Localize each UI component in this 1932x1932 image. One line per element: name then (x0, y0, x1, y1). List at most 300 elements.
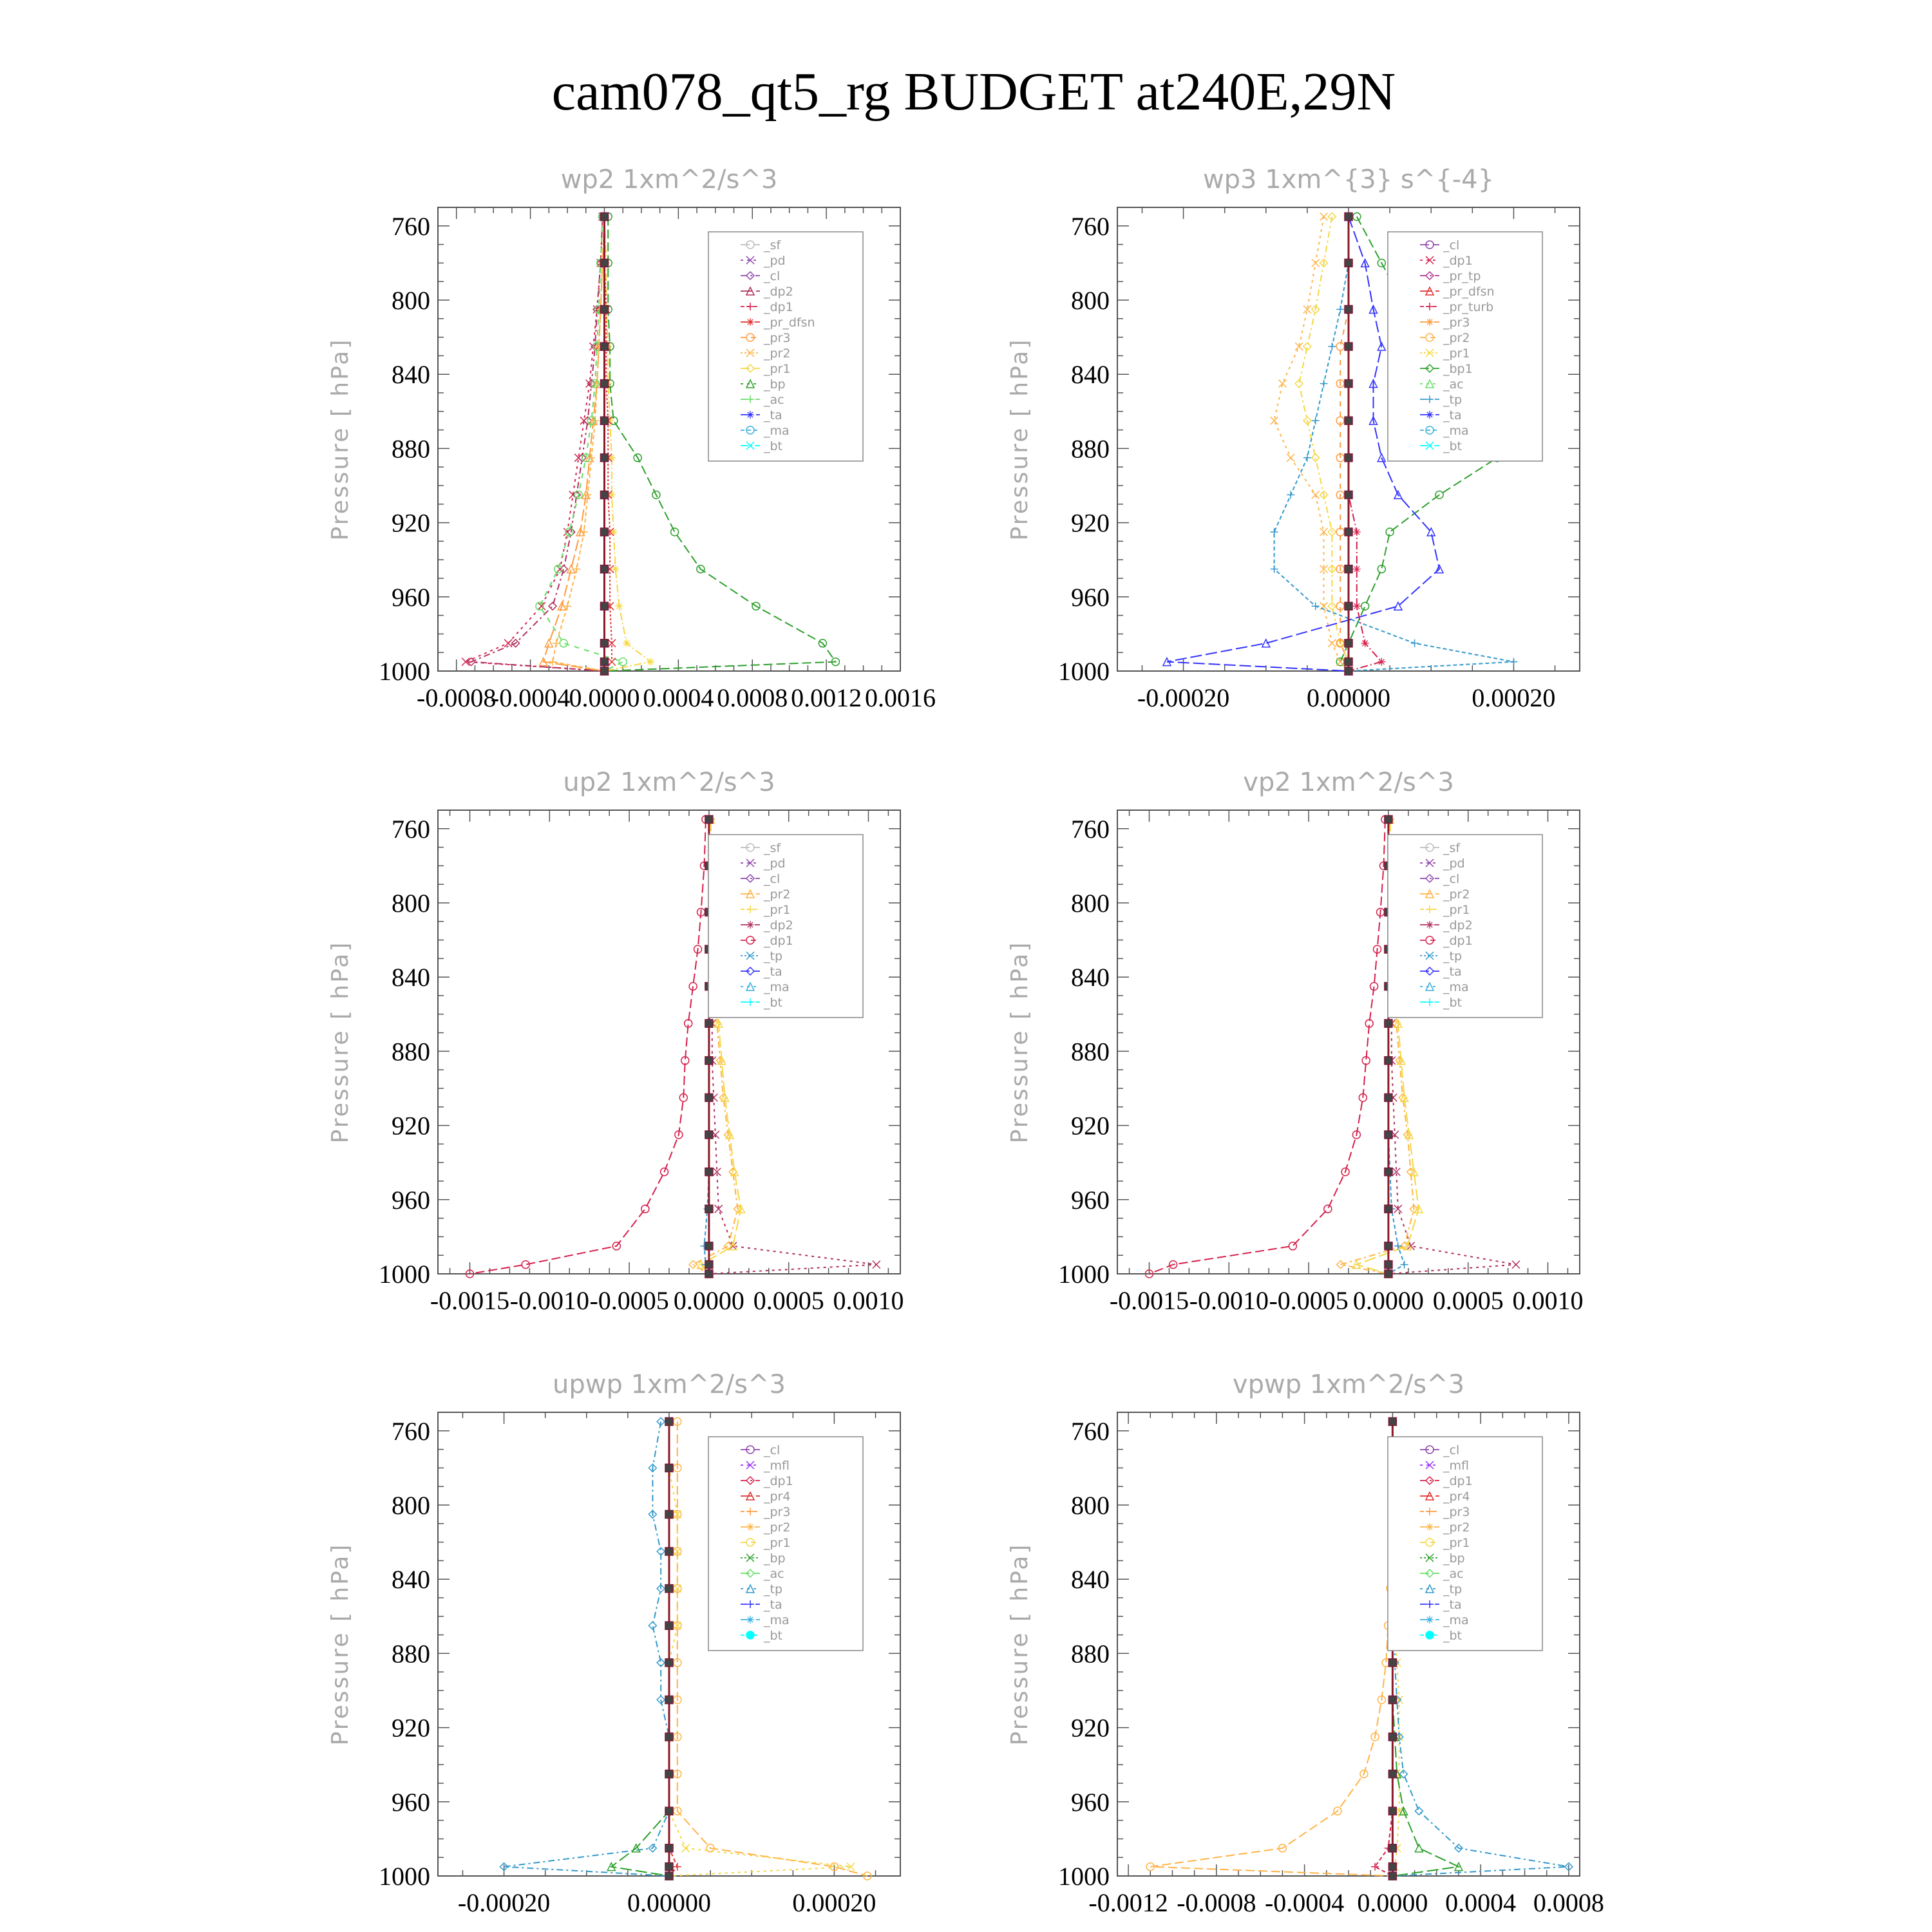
zero-marker (665, 1622, 673, 1629)
x-tick-label: 0.0010 (833, 1286, 904, 1315)
x-tick-label: 0.0000 (1352, 1286, 1424, 1315)
y-tick-label: 840 (392, 360, 430, 390)
y-tick-label: 840 (1071, 963, 1110, 992)
legend-label: _dp2 (764, 285, 793, 299)
data-point (1328, 343, 1336, 350)
data-point (873, 1261, 880, 1269)
zero-marker (1385, 1242, 1392, 1250)
series-dp1 (466, 815, 710, 1278)
zero-marker (1345, 343, 1352, 350)
panel-title: up2 1xm^2/s^3 (563, 768, 775, 797)
legend-label: _ma (1443, 424, 1469, 438)
zero-marker (1388, 1733, 1396, 1741)
x-tick-label: 0.00000 (1307, 683, 1390, 712)
zero-marker (1388, 1417, 1396, 1425)
legend-label: _ma (764, 1613, 790, 1627)
zero-marker (600, 417, 608, 424)
y-tick-label: 760 (1071, 814, 1110, 844)
zero-marker (1385, 1094, 1392, 1101)
series-line (553, 216, 604, 671)
series-line (1349, 216, 1381, 671)
y-tick-label: 880 (392, 1639, 430, 1669)
legend-label: _pr2 (1443, 887, 1470, 902)
x-tick-label: 0.00020 (1472, 683, 1556, 712)
x-tick-label: 0.00000 (627, 1888, 711, 1917)
legend-label: _mfl (1443, 1459, 1469, 1473)
series-line (605, 216, 651, 671)
y-axis-label: Pressure [ hPa] (327, 1542, 354, 1746)
legend-label: _ma (1443, 980, 1469, 994)
zero-marker (1385, 1019, 1392, 1027)
y-tick-label: 1000 (1058, 1260, 1110, 1289)
y-axis-label: Pressure [ hPa] (1007, 940, 1033, 1144)
zero-marker (665, 1659, 673, 1667)
zero-marker (1345, 658, 1352, 666)
series-pr2 (1146, 1417, 1396, 1880)
legend-label: _ta (764, 965, 782, 979)
legend-label: _cl (1443, 1443, 1460, 1457)
zero-marker (705, 1019, 713, 1027)
data-point (1371, 1863, 1379, 1871)
y-tick-label: 800 (392, 889, 430, 918)
data-point (1426, 1616, 1434, 1624)
legend-label: _mfl (764, 1459, 790, 1473)
legend-label: _pr_tp (1443, 269, 1481, 283)
zero-marker (1388, 1696, 1396, 1703)
zero-marker (1345, 667, 1352, 675)
legend-label: _bp (1443, 1551, 1465, 1566)
zero-marker (665, 1548, 673, 1555)
legend-label: _dp2 (1443, 918, 1473, 933)
legend (1388, 232, 1542, 461)
series-bp (607, 1417, 673, 1880)
y-tick-label: 880 (392, 1037, 430, 1066)
y-tick-label: 1000 (379, 657, 430, 686)
zero-marker (1388, 1844, 1396, 1852)
zero-marker (665, 1807, 673, 1815)
x-tick-label: -0.0004 (490, 683, 571, 712)
legend-label: _ma (1443, 1613, 1469, 1627)
legend-label: _cl (764, 1443, 781, 1457)
data-point (504, 639, 512, 647)
zero-marker (600, 528, 608, 536)
data-point (1426, 1631, 1434, 1639)
zero-marker (665, 1770, 673, 1778)
y-tick-label: 960 (1071, 582, 1110, 612)
y-tick-label: 760 (1071, 211, 1110, 241)
legend-label: _sf (764, 238, 781, 252)
zero-marker (1385, 1261, 1392, 1269)
data-point (1312, 454, 1320, 462)
x-tick-label: 0.0012 (791, 683, 862, 712)
data-point (554, 565, 562, 573)
legend-label: _cl (1443, 238, 1460, 252)
legend-label: _ta (764, 408, 782, 422)
series-dp1 (462, 213, 608, 675)
figure-title: cam078_qt5_rg BUDGET at240E,29N (551, 62, 1396, 122)
data-point (1353, 565, 1361, 573)
x-tick-label: -0.0005 (589, 1286, 669, 1315)
legend-label: _pr1 (1443, 903, 1470, 917)
data-point (1415, 1807, 1423, 1815)
panel-title: wp3 1xm^{3} s^{-4} (1202, 165, 1495, 194)
zero-marker (1385, 1057, 1392, 1065)
legend-label: _dp1 (764, 300, 793, 314)
legend-label: _ac (764, 393, 784, 407)
zero-marker (1345, 639, 1352, 647)
data-point (1312, 259, 1320, 267)
legend-label: _ta (764, 1598, 782, 1612)
legend-label: _tp (1443, 1582, 1463, 1596)
series-line (1150, 1421, 1392, 1876)
y-tick-label: 760 (392, 211, 430, 241)
legend-label: _pd (764, 254, 786, 268)
y-tick-label: 880 (392, 434, 430, 464)
zero-marker (1345, 491, 1352, 498)
zero-marker (1385, 1205, 1392, 1213)
x-tick-label: 0.0005 (753, 1286, 824, 1315)
data-point (746, 1616, 754, 1624)
zero-marker (1345, 602, 1352, 610)
data-point (746, 1523, 754, 1531)
legend-label: _ac (1443, 377, 1464, 392)
x-tick-label: 0.0008 (717, 683, 788, 712)
x-tick-label: -0.0015 (430, 1286, 510, 1315)
zero-marker (665, 1696, 673, 1703)
data-point (1320, 380, 1328, 388)
x-tick-label: 0.0016 (865, 683, 936, 712)
x-tick-label: -0.0004 (1264, 1888, 1345, 1917)
zero-marker (1345, 305, 1352, 313)
chart-panel-6 (1007, 1370, 1604, 1917)
legend-label: _cl (764, 872, 781, 886)
chart-panel-3 (327, 768, 904, 1315)
zero-marker (1345, 565, 1352, 573)
zero-marker (1385, 1168, 1392, 1176)
y-tick-label: 760 (1071, 1416, 1110, 1446)
legend-label: _sf (764, 841, 781, 855)
zero-marker (665, 1844, 673, 1852)
data-point (1271, 528, 1278, 536)
legend-label: _pd (764, 857, 786, 871)
data-point (746, 1631, 754, 1639)
y-tick-label: 1000 (379, 1862, 430, 1891)
zero-marker (665, 1464, 673, 1472)
zero-marker (665, 1872, 673, 1880)
y-tick-label: 960 (392, 1185, 430, 1215)
zero-marker (600, 658, 608, 666)
y-tick-label: 880 (1071, 1639, 1110, 1669)
data-point (1361, 602, 1369, 610)
legend-label: _ac (764, 1567, 784, 1581)
legend-label: _sf (1443, 841, 1461, 855)
legend-label: _pr1 (1443, 1536, 1470, 1550)
data-point (1287, 454, 1294, 462)
series-line (470, 819, 706, 1274)
zero-marker (705, 1261, 713, 1269)
zero-marker (705, 815, 713, 823)
panel-title: upwp 1xm^2/s^3 (553, 1370, 786, 1399)
series-line (1150, 819, 1385, 1274)
data-point (1336, 658, 1344, 666)
panel-title: wp2 1xm^2/s^3 (560, 165, 778, 194)
x-tick-label: -0.0005 (1269, 1286, 1349, 1315)
legend-label: _bt (1443, 1629, 1463, 1643)
legend-label: _pr2 (1443, 1520, 1470, 1535)
data-point (1415, 1844, 1423, 1852)
zero-marker (665, 1417, 673, 1425)
data-point (549, 658, 556, 666)
data-point (1411, 639, 1419, 647)
legend-label: _tp (764, 949, 783, 963)
zero-marker (705, 1270, 713, 1278)
y-tick-label: 880 (1071, 1037, 1110, 1066)
y-tick-label: 920 (1071, 508, 1110, 538)
y-axis-label: Pressure [ hPa] (327, 337, 354, 541)
y-tick-label: 800 (392, 1491, 430, 1520)
legend-label: _pr1 (764, 903, 791, 917)
zero-marker (600, 667, 608, 675)
legend-label: _bp1 (1443, 362, 1473, 376)
x-tick-label: -0.0008 (1177, 1888, 1256, 1917)
legend-label: _pr4 (764, 1490, 791, 1504)
legend-label: _pr3 (764, 1505, 791, 1519)
legend-label: _cl (1443, 872, 1460, 886)
data-point (641, 1205, 649, 1213)
x-tick-label: 0.00020 (792, 1888, 876, 1917)
data-point (682, 1844, 690, 1852)
data-point (1353, 602, 1361, 610)
data-point (623, 639, 630, 647)
zero-marker (705, 1131, 713, 1139)
x-tick-label: -0.0012 (1088, 1888, 1168, 1917)
x-tick-label: 0.0004 (1445, 1888, 1517, 1917)
series-line (466, 216, 604, 671)
legend-label: _pr1 (764, 362, 791, 376)
zero-marker (1345, 417, 1352, 424)
legend-label: _pr3 (1443, 316, 1470, 330)
zero-marker (600, 305, 608, 313)
y-tick-label: 840 (392, 1565, 430, 1595)
x-tick-label: -0.0008 (417, 683, 497, 712)
zero-marker (600, 565, 608, 573)
series-dp2 (468, 213, 609, 675)
legend-label: _bt (764, 996, 783, 1010)
data-point (1361, 639, 1369, 647)
chart-panel-4 (1007, 768, 1583, 1315)
zero-marker (1388, 1863, 1396, 1871)
data-point (553, 639, 560, 647)
x-tick-label: 0.0000 (1357, 1888, 1428, 1917)
data-point (1324, 1205, 1332, 1213)
zero-marker (600, 491, 608, 498)
x-tick-label: 0.0000 (673, 1286, 744, 1315)
y-tick-label: 840 (1071, 1565, 1110, 1595)
data-point (615, 602, 623, 610)
legend (1388, 1437, 1542, 1651)
legend-label: _pr1 (764, 1536, 791, 1550)
y-axis-label: Pressure [ hPa] (327, 940, 354, 1144)
legend-label: _bp (764, 1551, 786, 1566)
legend-label: _bt (1443, 439, 1463, 453)
legend-label: _pr3 (764, 331, 791, 345)
legend-label: _pr4 (1443, 1490, 1470, 1504)
zero-marker (600, 639, 608, 647)
x-tick-label: -0.0015 (1109, 1286, 1189, 1315)
legend (708, 232, 863, 461)
legend-label: _pr2 (764, 1520, 791, 1535)
zero-marker (600, 454, 608, 462)
legend-label: _pr_dfsn (764, 316, 815, 330)
panel-title: vp2 1xm^2/s^3 (1243, 768, 1454, 797)
panels (327, 165, 1604, 1917)
chart-panel-2 (1007, 165, 1580, 712)
zero-marker (705, 1094, 713, 1101)
legend-label: _dp1 (1443, 254, 1473, 268)
panel-title: vpwp 1xm^2/s^3 (1232, 1370, 1465, 1399)
y-tick-label: 800 (392, 286, 430, 315)
zero-marker (1345, 213, 1352, 220)
y-axis-label: Pressure [ hPa] (1007, 1542, 1033, 1746)
y-tick-label: 960 (1071, 1185, 1110, 1215)
zero-marker (1345, 259, 1352, 267)
zero-marker (705, 1168, 713, 1176)
data-point (1328, 639, 1336, 647)
x-tick-label: 0.0008 (1533, 1888, 1604, 1917)
legend-label: _tp (1443, 949, 1463, 963)
x-tick-label: -0.00020 (457, 1888, 551, 1917)
y-tick-label: 1000 (1058, 657, 1110, 686)
data-point (674, 1863, 681, 1871)
y-tick-label: 920 (1071, 1111, 1110, 1141)
zero-marker (1388, 1872, 1396, 1880)
zero-marker (600, 343, 608, 350)
legend-label: _dp1 (1443, 1474, 1473, 1488)
data-point (1287, 491, 1294, 498)
data-point (608, 454, 616, 462)
legend-label: _bt (764, 1629, 783, 1643)
zero-marker (600, 380, 608, 388)
legend-label: _cl (764, 269, 781, 283)
legend-label: _ta (1443, 965, 1462, 979)
data-point (462, 658, 469, 666)
legend-label: _pr3 (1443, 1505, 1470, 1519)
data-point (746, 921, 754, 929)
data-point (1336, 305, 1344, 313)
x-tick-label: -0.0010 (509, 1286, 589, 1315)
data-point (608, 491, 616, 498)
legend-label: _dp2 (764, 918, 793, 933)
zero-marker (600, 213, 608, 220)
legend-label: _dp1 (764, 934, 793, 948)
legend (1388, 835, 1542, 1018)
data-point (619, 658, 627, 666)
data-point (1401, 1261, 1408, 1269)
data-point (608, 658, 616, 666)
x-tick-label: 0.0000 (569, 683, 640, 712)
y-tick-label: 800 (1071, 889, 1110, 918)
zero-marker (1345, 380, 1352, 388)
y-tick-label: 1000 (1058, 1862, 1110, 1891)
legend-label: _ma (764, 980, 790, 994)
zero-marker (1388, 1807, 1396, 1815)
data-point (1289, 1242, 1296, 1250)
data-point (1378, 658, 1385, 666)
legend-label: _pr1 (1443, 346, 1470, 361)
zero-marker (1388, 1659, 1396, 1667)
data-point (1426, 411, 1434, 419)
y-tick-label: 880 (1071, 434, 1110, 464)
data-point (1303, 454, 1311, 462)
y-tick-label: 840 (1071, 360, 1110, 390)
data-point (671, 528, 679, 536)
legend-label: _ta (1443, 408, 1462, 422)
y-tick-label: 960 (392, 1787, 430, 1817)
y-tick-label: 920 (392, 1111, 430, 1141)
legend-label: _pr2 (1443, 331, 1470, 345)
y-tick-label: 960 (1071, 1787, 1110, 1817)
series-line (611, 1421, 669, 1876)
data-point (549, 602, 556, 610)
data-point (1312, 417, 1320, 424)
data-point (1426, 1523, 1434, 1531)
legend-label: _bt (764, 439, 783, 453)
zero-marker (1388, 1770, 1396, 1778)
legend-label: _bp (764, 377, 786, 392)
zero-marker (705, 1242, 713, 1250)
legend-label: _dp1 (764, 1474, 793, 1488)
zero-marker (1345, 454, 1352, 462)
y-axis-label: Pressure [ hPa] (1007, 337, 1033, 541)
x-tick-label: 0.0010 (1512, 1286, 1584, 1315)
series-dp1 (1146, 815, 1389, 1278)
zero-marker (665, 1510, 673, 1518)
legend-label: _dp1 (1443, 934, 1473, 948)
x-tick-label: -0.0010 (1189, 1286, 1269, 1315)
legend-label: _pr_turb (1443, 300, 1494, 314)
chart-panel-1 (327, 165, 936, 712)
data-point (1262, 639, 1270, 647)
legend-label: _tp (764, 1582, 783, 1596)
data-point (1510, 658, 1517, 666)
y-tick-label: 800 (1071, 1491, 1110, 1520)
y-tick-label: 960 (392, 582, 430, 612)
chart-panel-5 (327, 1370, 900, 1917)
zero-marker (665, 1585, 673, 1593)
legend-label: _pd (1443, 857, 1465, 871)
y-tick-label: 800 (1071, 286, 1110, 315)
legend-label: _ma (764, 424, 790, 438)
data-point (545, 639, 553, 647)
y-tick-label: 920 (1071, 1713, 1110, 1743)
zero-marker (600, 259, 608, 267)
zero-marker (705, 1205, 713, 1213)
legend-label: _pr2 (764, 887, 791, 902)
legend-label: _pr_dfsn (1443, 285, 1495, 299)
x-tick-label: 0.0005 (1432, 1286, 1504, 1315)
y-tick-label: 760 (392, 1416, 430, 1446)
x-tick-label: 0.0004 (643, 683, 714, 712)
data-point (565, 528, 573, 536)
x-tick-label: -0.00020 (1137, 683, 1230, 712)
legend (708, 835, 863, 1018)
zero-marker (600, 602, 608, 610)
zero-marker (1385, 815, 1392, 823)
zero-marker (1345, 528, 1352, 536)
series-line (1299, 216, 1349, 671)
zero-marker (1385, 1131, 1392, 1139)
data-point (746, 411, 754, 419)
